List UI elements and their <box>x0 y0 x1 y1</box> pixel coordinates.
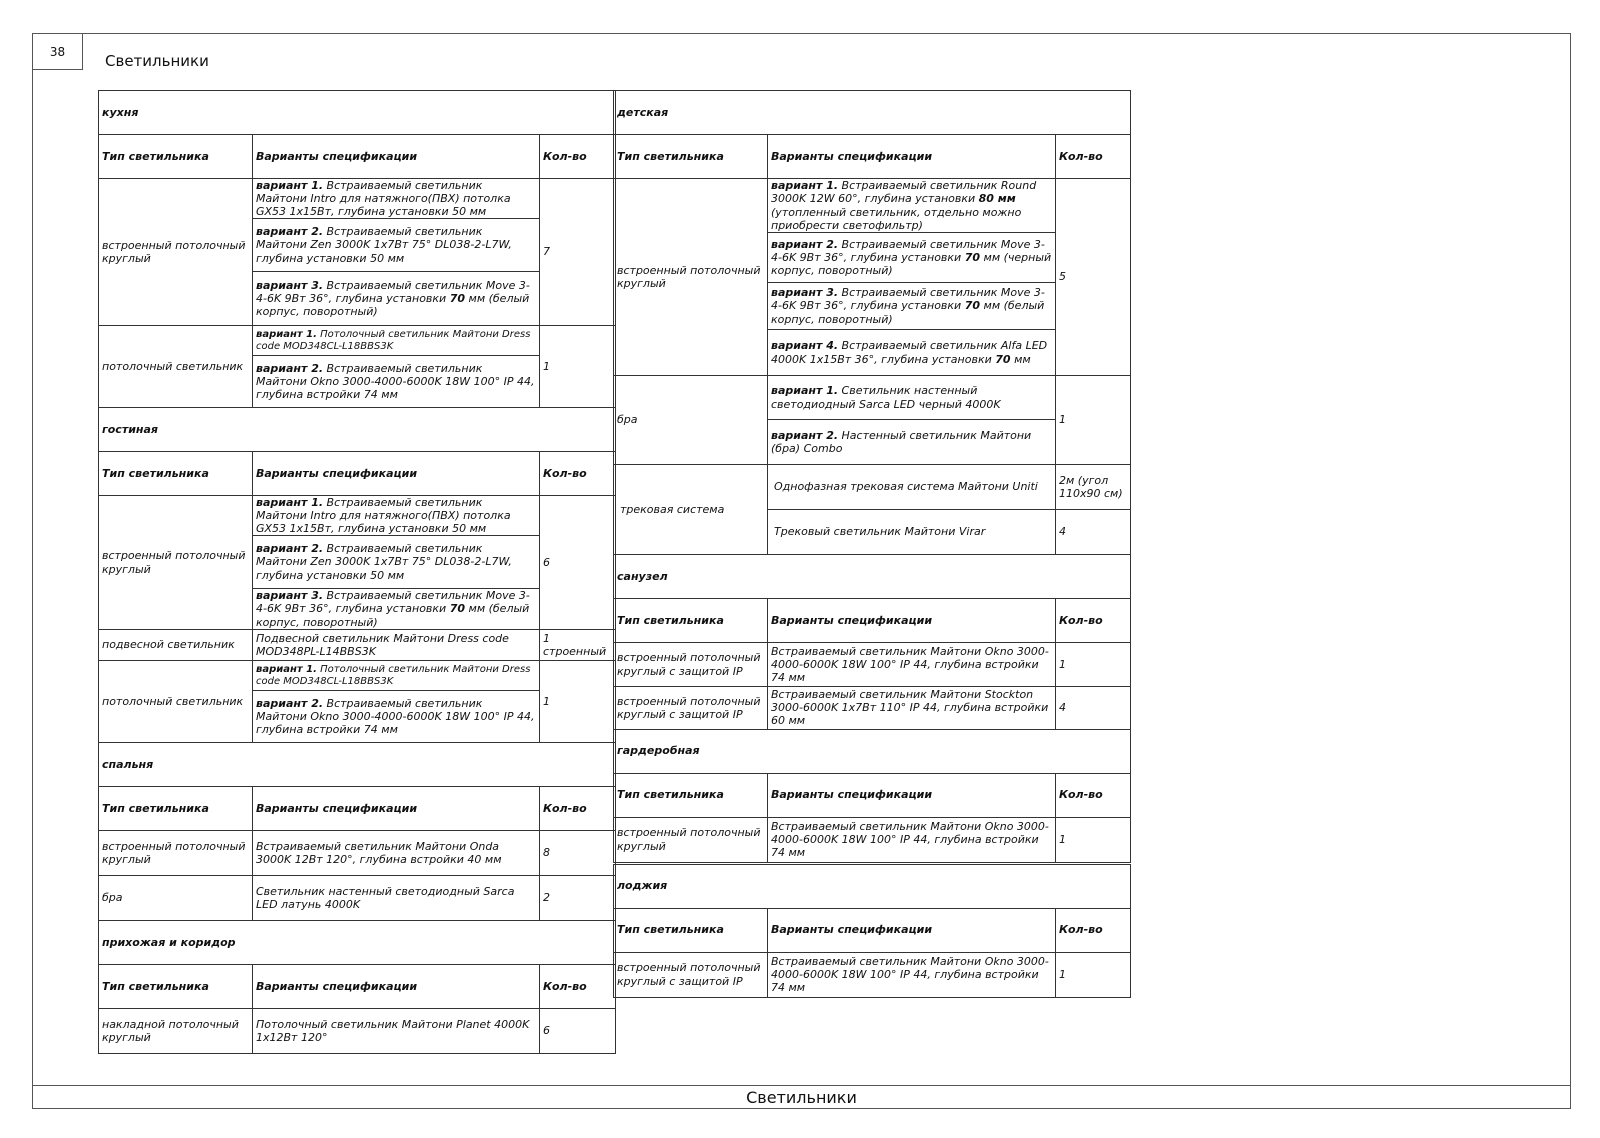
variant-option: вариант 1. Светильник настенный светодиодный Sarca LED черный 4000K <box>768 376 1055 420</box>
table-loggia <box>613 864 1131 998</box>
room-title-bedroom: спальня <box>99 743 616 787</box>
variant-option: вариант 1. Встраиваемый светильник Майтони Intro для натяжного(ПВХ) потолка GX53 1x15Вт, глубина установки 50 мм <box>253 179 539 219</box>
fixture-type: подвесной светильник <box>99 630 253 661</box>
table-row <box>99 326 616 408</box>
variant-text: Встраиваемый светильник Майтони Okno 3000-4000-6000K 18W 100° IP 44, глубина встройки 74 мм <box>768 643 1056 687</box>
right-column <box>613 90 1130 998</box>
room-title-hallway: прихожая и коридор <box>99 921 616 965</box>
fixture-type: трековая система <box>614 465 768 555</box>
variant-option: вариант 3. Встраиваемый светильник Move 3-4-6K 9Вт 36°, глубина установки 70 мм (белый корпус, поворотный) <box>256 278 530 319</box>
variant-option: вариант 1. Потолочный светильник Майтони Dress code MOD348CL-L18BBS3K <box>253 326 539 356</box>
variant-text: Встраиваемый светильник Майтони Onda 3000K 12Вт 120°, глубина встройки 40 мм <box>253 831 540 876</box>
left-column <box>98 90 615 1054</box>
table-row <box>99 831 616 876</box>
variant-list <box>253 496 540 630</box>
quantity: 5 <box>1056 179 1131 376</box>
table-row <box>614 817 1131 862</box>
fixture-type: встроенный потолочный круглый <box>99 831 253 876</box>
quantity: 4 <box>1056 510 1131 555</box>
header-type: Тип светильника <box>99 787 253 831</box>
fixture-type: накладной потолочный круглый <box>99 1009 253 1054</box>
table-row <box>99 179 616 326</box>
table-kitchen <box>98 90 616 408</box>
variant-option: вариант 3. Встраиваемый светильник Move 3-4-6K 9Вт 36°, глубина установки 70 мм (белый корпус, поворотный) <box>256 589 530 629</box>
room-title-kids: детская <box>614 91 1131 135</box>
table-row <box>99 630 616 661</box>
variant-option: вариант 3. Встраиваемый светильник Move 3-4-6K 9Вт 36°, глубина установки 70 мм (белый корпус, поворотный) <box>768 283 1055 330</box>
header-type: Тип светильника <box>614 773 768 817</box>
quantity: 1 <box>540 326 616 408</box>
header-qty: Кол-во <box>540 135 616 179</box>
quantity: 1 <box>1056 817 1131 862</box>
variant-text: Встраиваемый светильник Майтони Okno 3000-4000-6000K 18W 100° IP 44, глубина встройки 74 мм <box>768 952 1056 997</box>
variant-text: Подвесной светильник Майтони Dress code MOD348PL-L14BBS3K <box>253 630 540 661</box>
fixture-type: бра <box>614 376 768 465</box>
table-row <box>99 661 616 743</box>
quantity: 1 <box>540 661 616 743</box>
table-row <box>99 876 616 921</box>
variant-text: Встраиваемый светильник Майтони Okno 3000-4000-6000K 18W 100° IP 44, глубина встройки 74 мм <box>768 817 1056 862</box>
header-variants: Варианты спецификации <box>253 787 540 831</box>
table-living <box>98 407 616 743</box>
header-qty: Кол-во <box>540 965 616 1009</box>
variant-option: вариант 1. Встраиваемый светильник Майтони Intro для натяжного(ПВХ) потолка GX53 1x15Вт, глубина установки 50 мм <box>253 496 539 536</box>
fixture-type: бра <box>99 876 253 921</box>
variant-text: Встраиваемый светильник Майтони Stockton 3000-6000K 1x7Вт 110° IP 44, глубина встройки 60 мм <box>768 687 1056 730</box>
header-type: Тип светильника <box>99 452 253 496</box>
header-qty: Кол-во <box>540 452 616 496</box>
fixture-type: встроенный потолочный круглый <box>614 817 768 862</box>
header-variants: Варианты спецификации <box>768 135 1056 179</box>
variant-list <box>253 179 540 326</box>
quantity: 1 <box>1056 643 1131 687</box>
variant-option: вариант 2. Встраиваемый светильник Майтони Zen 3000K 1x7Вт 75° DL038-2-L7W, глубина установки 50 мм <box>253 536 539 589</box>
header-type: Тип светильника <box>614 908 768 952</box>
room-title-loggia: лоджия <box>614 864 1131 908</box>
footer-divider <box>32 1085 1571 1086</box>
quantity: 7 <box>540 179 616 326</box>
fixture-type: встроенный потолочный круглый с защитой IP <box>614 952 768 997</box>
header-qty: Кол-во <box>1056 135 1131 179</box>
table-wardrobe <box>613 729 1131 863</box>
quantity: 8 <box>540 831 616 876</box>
header-qty: Кол-во <box>1056 599 1131 643</box>
variant-text: Однофазная трековая система Майтони Uniti <box>768 465 1056 510</box>
header-variants: Варианты спецификации <box>253 135 540 179</box>
page-number: 38 <box>32 33 83 70</box>
variant-list <box>253 326 540 408</box>
header-type: Тип светильника <box>614 135 768 179</box>
quantity: 2м (угол 110x90 см) <box>1056 465 1131 510</box>
variant-option: вариант 2. Встраиваемый светильник Майтони Zen 3000K 1x7Вт 75° DL038-2-L7W, глубина установки 50 мм <box>253 219 539 272</box>
fixture-type: встроенный потолочный круглый <box>614 179 768 376</box>
header-type: Тип светильника <box>614 599 768 643</box>
fixture-type: встроенный потолочный круглый <box>99 179 253 326</box>
quantity: 6 <box>540 496 616 630</box>
table-bedroom <box>98 742 616 921</box>
header-variants: Варианты спецификации <box>768 773 1056 817</box>
variant-option: вариант 2. Настенный светильник Майтони (бра) Combo <box>771 428 1032 455</box>
page-title: Светильники <box>105 52 209 70</box>
table-kids <box>613 90 1131 555</box>
variant-option: вариант 2. Встраиваемый светильник Майтони Okno 3000-4000-6000K 18W 100° IP 44, глубина встройки 74 мм <box>256 361 535 402</box>
variant-text: Светильник настенный светодиодный Sarca LED латунь 4000K <box>253 876 540 921</box>
header-variants: Варианты спецификации <box>768 599 1056 643</box>
table-bathroom <box>613 554 1131 730</box>
header-variants: Варианты спецификации <box>768 908 1056 952</box>
table-row <box>614 465 1131 510</box>
variant-option: вариант 1. Потолочный светильник Майтони Dress code MOD348CL-L18BBS3K <box>253 661 539 691</box>
variant-list <box>253 661 540 743</box>
variant-option: вариант 4. Встраиваемый светильник Alfa LED 4000K 1x15Вт 36°, глубина установки 70 мм <box>771 339 1048 366</box>
table-row <box>99 496 616 630</box>
variant-list <box>768 179 1056 376</box>
room-title-kitchen: кухня <box>99 91 616 135</box>
header-type: Тип светильника <box>99 135 253 179</box>
table-row <box>614 687 1131 730</box>
variant-option: вариант 2. Встраиваемый светильник Майтони Okno 3000-4000-6000K 18W 100° IP 44, глубина встройки 74 мм <box>256 696 535 737</box>
quantity: 1 строенный <box>540 630 616 661</box>
quantity: 1 <box>1056 952 1131 997</box>
table-hallway <box>98 920 616 1054</box>
header-qty: Кол-во <box>540 787 616 831</box>
variant-option: вариант 2. Встраиваемый светильник Move 3-4-6K 9Вт 36°, глубина установки 70 мм (черный корпус, поворотный) <box>768 233 1055 283</box>
room-title-living: гостиная <box>99 408 616 452</box>
quantity: 4 <box>1056 687 1131 730</box>
variant-text: Трековый светильник Майтони Virar <box>768 510 1056 555</box>
table-row <box>614 376 1131 465</box>
fixture-type: встроенный потолочный круглый с защитой IP <box>614 687 768 730</box>
fixture-type: потолочный светильник <box>99 661 253 743</box>
footer-title: Светильники <box>746 1088 857 1107</box>
table-row <box>614 643 1131 687</box>
quantity: 6 <box>540 1009 616 1054</box>
fixture-type: встроенный потолочный круглый с защитой IP <box>614 643 768 687</box>
room-title-bathroom: санузел <box>614 555 1131 599</box>
table-row <box>614 952 1131 997</box>
quantity: 1 <box>1056 376 1131 465</box>
header-type: Тип светильника <box>99 965 253 1009</box>
table-row <box>614 179 1131 376</box>
quantity: 2 <box>540 876 616 921</box>
header-qty: Кол-во <box>1056 908 1131 952</box>
room-title-wardrobe: гардеробная <box>614 729 1131 773</box>
fixture-type: потолочный светильник <box>99 326 253 408</box>
header-qty: Кол-во <box>1056 773 1131 817</box>
header-variants: Варианты спецификации <box>253 452 540 496</box>
variant-option: вариант 1. Встраиваемый светильник Round 3000K 12W 60°, глубина установки 80 мм (утопленный светильник, отдельно можно приобрести светофильтр) <box>768 179 1055 233</box>
table-row <box>99 1009 616 1054</box>
variant-text: Потолочный светильник Майтони Planet 4000K 1x12Вт 120° <box>253 1009 540 1054</box>
variant-list <box>768 376 1056 465</box>
fixture-type: встроенный потолочный круглый <box>99 496 253 630</box>
header-variants: Варианты спецификации <box>253 965 540 1009</box>
